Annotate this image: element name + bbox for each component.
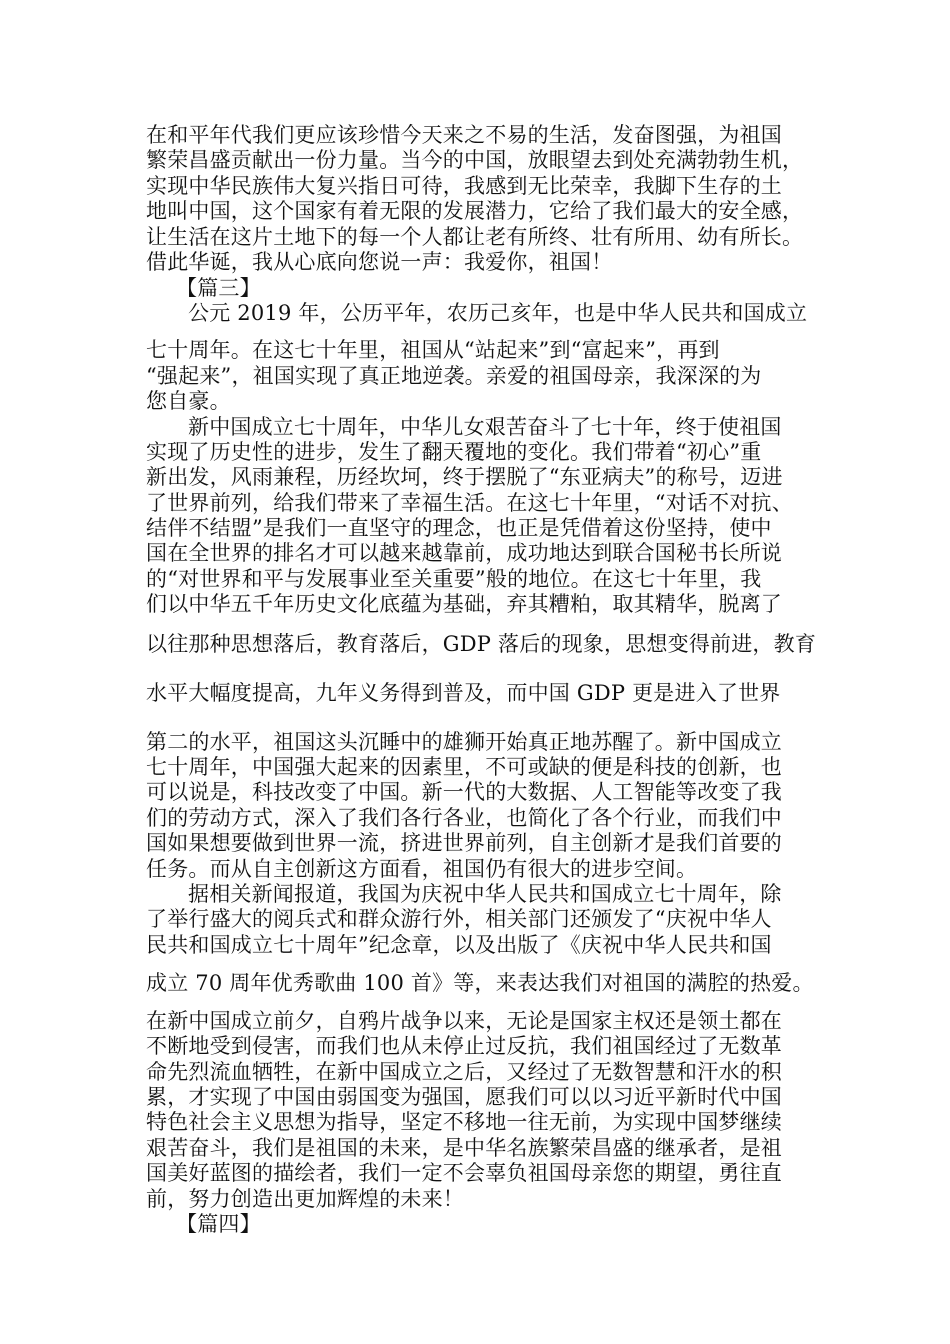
text-line: 让生活在这片土地下的每一个人都让老有所终、壮有所用、幼有所长。 [146, 225, 804, 249]
text-line: 新中国成立七十周年，中华儿女艰苦奋斗了七十年，终于使祖国 [188, 415, 782, 439]
text-line: 借此华诞，我从心底向您说一声：我爱你，祖国！ [146, 250, 613, 274]
text-line: 可以说是，科技改变了中国。新一代的大数据、人工智能等改变了我 [146, 780, 782, 804]
text-line: 实现中华民族伟大复兴指日可待，我感到无比荣幸，我脚下生存的土 [146, 174, 782, 198]
text-line: “强起来”，祖国实现了真正地逆袭。亲爱的祖国母亲，我深深的为 [146, 364, 762, 388]
text-line: 国美好蓝图的描绘者，我们一定不会辜负祖国母亲您的期望，勇往直 [146, 1161, 782, 1185]
section-heading: 【篇四】 [176, 1212, 261, 1236]
text-line: 国如果想要做到世界一流，挤进世界前列，自主创新才是我们首要的 [146, 831, 782, 855]
text-line: 的“对世界和平与发展事业至关重要”般的地位。在这七十年里，我 [146, 567, 762, 591]
text-line: 命先烈流血牺牲，在新中国成立之后，又经过了无数智慧和汗水的积 [146, 1060, 782, 1084]
text-line: 国在全世界的排名才可以越来越靠前，成功地达到联合国秘书长所说 [146, 541, 782, 565]
text-line: 水平大幅度提高，九年义务得到普及，而中国 GDP 更是进入了世界 [146, 681, 781, 705]
text-line: 地叫中国，这个国家有着无限的发展潜力，它给了我们最大的安全感， [146, 199, 804, 223]
text-line: 以往那种思想落后，教育落后，GDP 落后的现象，思想变得前进，教育 [146, 632, 816, 656]
text-line: 们以中华五千年历史文化底蕴为基础，弃其糟粕，取其精华，脱离了 [146, 592, 782, 616]
text-line: 实现了历史性的进步，发生了翻天覆地的变化。我们带着“初心”重 [146, 440, 762, 464]
text-line: 新出发，风雨兼程，历经坎坷，终于摆脱了“东亚病夫”的称号，迈进 [146, 465, 783, 489]
text-line: 在新中国成立前夕，自鸦片战争以来，无论是国家主权还是领土都在 [146, 1009, 782, 1033]
text-line: 七十周年，中国强大起来的因素里，不可或缺的便是科技的创新，也 [146, 755, 782, 779]
text-line: 艰苦奋斗，我们是祖国的未来，是中华名族繁荣昌盛的继承者，是祖 [146, 1136, 782, 1160]
text-line: 累，才实现了中国由弱国变为强国，愿我们可以以习近平新时代中国 [146, 1085, 782, 1109]
text-line: 成立 70 周年优秀歌曲 100 首》等，来表达我们对祖国的满腔的热爱。 [146, 971, 814, 995]
text-line: 繁荣昌盛贡献出一份力量。当今的中国，放眼望去到处充满勃勃生机， [146, 148, 804, 172]
text-line: 任务。而从自主创新这方面看，祖国仍有很大的进步空间。 [146, 857, 698, 881]
text-line: 民共和国成立七十周年”纪念章，以及出版了《庆祝中华人民共和国 [146, 933, 772, 957]
text-line: 第二的水平，祖国这头沉睡中的雄狮开始真正地苏醒了。新中国成立 [146, 730, 782, 754]
text-line: 前，努力创造出更加辉煌的未来！ [146, 1187, 464, 1211]
text-line: 结伴不结盟”是我们一直坚守的理念，也正是凭借着这份坚持，使中 [146, 516, 772, 540]
text-line: 了世界前列，给我们带来了幸福生活。在这七十年里，“对话不对抗、 [146, 491, 793, 515]
text-line: 据相关新闻报道，我国为庆祝中华人民共和国成立七十周年，除 [188, 882, 782, 906]
text-line: 了举行盛大的阅兵式和群众游行外，相关部门还颁发了“庆祝中华人 [146, 907, 772, 931]
text-line: 您自豪。 [146, 389, 231, 413]
text-line: 七十周年。在这七十年里，祖国从“站起来”到“富起来”，再到 [146, 338, 720, 362]
text-line: 不断地受到侵害，而我们也从未停止过反抗，我们祖国经过了无数革 [146, 1034, 782, 1058]
text-line: 在和平年代我们更应该珍惜今天来之不易的生活，发奋图强，为祖国 [146, 123, 782, 147]
text-line: 公元 2019 年，公历平年，农历己亥年，也是中华人民共和国成立 [188, 301, 808, 325]
text-line: 特色社会主义思想为指导，坚定不移地一往无前，为实现中国梦继续 [146, 1110, 782, 1134]
section-heading: 【篇三】 [176, 276, 261, 300]
text-line: 们的劳动方式，深入了我们各行各业，也简化了各个行业，而我们中 [146, 806, 782, 830]
